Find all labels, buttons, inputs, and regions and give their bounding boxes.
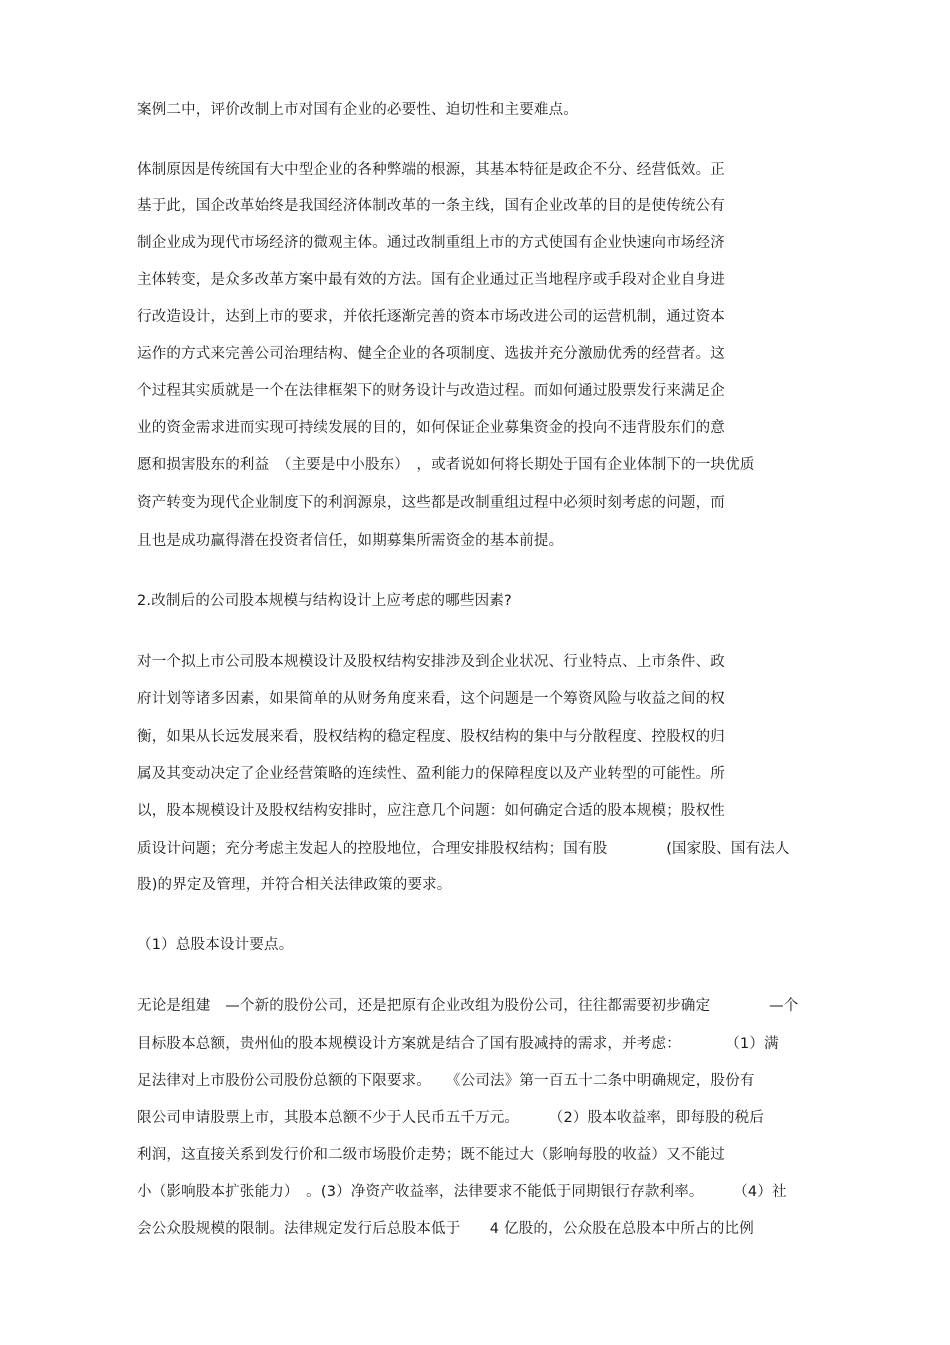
- paragraph-line: 质设计问题；充分考虑主发起人的控股地位，合理安排股权结构；国有股 (国家股、国有法人: [137, 841, 790, 857]
- paragraph-line: 无论是组建 —个新的股份公司，还是把原有企业改组为股份公司，往往都需要初步确定 —个: [137, 998, 799, 1014]
- paragraph-line: 股)的界定及管理，并符合相关法律政策的要求。: [137, 877, 452, 893]
- paragraph-line: 衡，如果从长远发展来看，股权结构的稳定程度、股权结构的集中与分散程度、控股权的归: [137, 729, 725, 745]
- paragraph-line: 制企业成为现代市场经济的微观主体。通过改制重组上市的方式使国有企业快速向市场经济: [137, 235, 725, 251]
- paragraph-line: 利润，这直接关系到发行价和二级市场股价走势；既不能过大（影响每股的收益）又不能过: [137, 1147, 725, 1163]
- paragraph-line: 基于此，国企改革始终是我国经济体制改革的一条主线，国有企业改革的目的是使传统公有: [137, 198, 725, 214]
- paragraph-line: 足法律对上市股份公司股份总额的下限要求。 《公司法》第一百五十二条中明确规定，股份有: [137, 1073, 755, 1089]
- paragraph-line: 以，股本规模设计及股权结构安排时，应注意几个问题：如何确定合适的股本规模；股权性: [137, 803, 725, 819]
- paragraph-line: 行改造设计，达到上市的要求，并依托逐渐完善的资本市场改进公司的运营机制，通过资本: [137, 309, 725, 325]
- paragraph-line: 主体转变，是众多改革方案中最有效的方法。国有企业通过正当地程序或手段对企业自身进: [137, 272, 725, 288]
- section-heading: 2.改制后的公司股本规模与结构设计上应考虑的哪些因素?: [137, 593, 512, 609]
- paragraph-line: 目标股本总额，贵州仙的股本规模设计方案就是结合了国有股减持的需求，并考虑： （1）满: [137, 1036, 779, 1052]
- paragraph-line: 小（影响股本扩张能力） 。(3）净资产收益率，法律要求不能低于同期银行存款利率。 （4）社: [137, 1184, 787, 1200]
- paragraph-line: 会公众股规模的限制。法律规定发行后总股本低于 4 亿股的，公众股在总股本中所占的比例: [137, 1221, 754, 1237]
- paragraph-line: 愿和损害股东的利益 （主要是中小股东） ，或者说如何将长期处于国有企业体制下的一块优质: [137, 457, 755, 473]
- subsection-heading: （1）总股本设计要点。: [137, 937, 294, 953]
- paragraph-line: 属及其变动决定了企业经营策略的连续性、盈利能力的保障程度以及产业转型的可能性。所: [137, 766, 725, 782]
- paragraph-line: 个过程其实质就是一个在法律框架下的财务设计与改造过程。而如何通过股票发行来满足企: [137, 383, 725, 399]
- paragraph-line: 体制原因是传统国有大中型企业的各种弊端的根源，其基本特征是政企不分、经营低效。正: [137, 162, 725, 178]
- paragraph-line: 限公司申请股票上市，其股本总额不少于人民币五千万元。 （2）股本收益率，即每股的税后: [137, 1110, 765, 1126]
- paragraph-line: 资产转变为现代企业制度下的利润源泉，这些都是改制重组过程中必须时刻考虑的问题，而: [137, 495, 725, 511]
- paragraph-line: 运作的方式来完善公司治理结构、健全企业的各项制度、选拔并充分激励优秀的经营者。这: [137, 346, 725, 362]
- paragraph-line: 对一个拟上市公司股本规模设计及股权结构安排涉及到企业状况、行业特点、上市条件、政: [137, 654, 725, 670]
- paragraph-line: 业的资金需求进而实现可持续发展的目的，如何保证企业募集资金的投向不违背股东们的意: [137, 420, 725, 436]
- question-heading: 案例二中，评价改制上市对国有企业的必要性、迫切性和主要难点。: [137, 102, 578, 118]
- paragraph-line: 府计划等诸多因素，如果简单的从财务角度来看，这个问题是一个筹资风险与收益之间的权: [137, 691, 725, 707]
- paragraph-line: 且也是成功赢得潜在投资者信任，如期募集所需资金的基本前提。: [137, 533, 564, 549]
